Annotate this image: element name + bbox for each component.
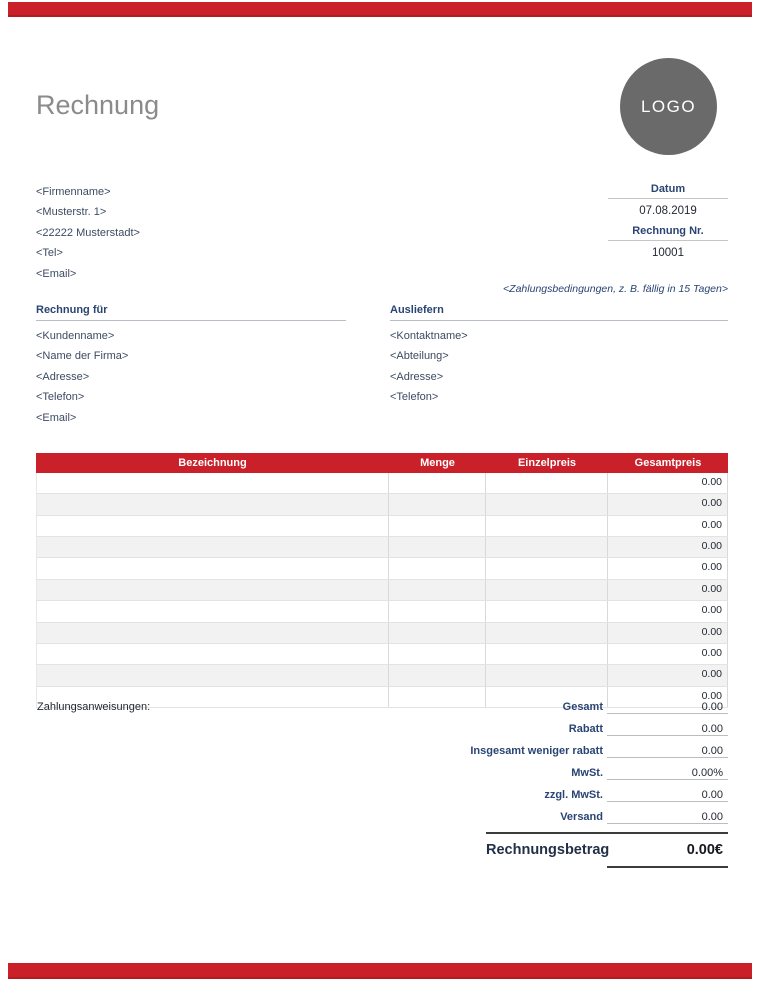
table-row <box>36 580 728 601</box>
cell-c3 <box>486 580 608 600</box>
cell-c3 <box>486 516 608 536</box>
summary-row <box>336 764 728 786</box>
summary-label-weniger-rabatt: Insgesamt weniger rabatt <box>470 745 603 757</box>
summary-label-versand: Versand <box>560 811 603 823</box>
total-underline <box>607 866 728 868</box>
cell-c2 <box>389 623 486 643</box>
cell-c1 <box>36 558 389 578</box>
summary-label-zzgl-mwst: zzgl. MwSt. <box>544 789 603 801</box>
cell-c2 <box>389 516 486 536</box>
table-row <box>36 494 728 515</box>
cell-c2 <box>389 601 486 621</box>
ship-to-phone: <Telefon> <box>390 391 439 404</box>
date-label: Datum <box>608 183 728 199</box>
invoice-number-value: 10001 <box>652 247 684 259</box>
cell-c4: 0.00 <box>608 623 728 643</box>
ship-to-contact-name: <Kontaktname> <box>390 330 468 342</box>
table-row <box>36 644 728 665</box>
company-phone: <Tel> <box>36 247 63 260</box>
table-row <box>36 537 728 558</box>
summary-value-weniger-rabatt: 0.00 <box>607 742 728 758</box>
cell-c4: 0.00 <box>608 473 728 493</box>
cell-c1 <box>36 494 389 514</box>
cell-c2 <box>389 644 486 664</box>
invoice-total-value: 0.00€ <box>686 842 723 858</box>
summary-row <box>336 786 728 808</box>
column-header-gesamtpreis: Gesamtpreis <box>634 457 702 469</box>
cell-c4: 0.00 <box>608 516 728 536</box>
cell-c3 <box>486 623 608 643</box>
column-header-menge: Menge <box>420 457 455 469</box>
cell-c2 <box>389 537 486 557</box>
summary-label-rabatt: Rabatt <box>568 723 603 735</box>
company-city: <22222 Musterstadt> <box>36 226 140 239</box>
cell-c2 <box>389 473 486 493</box>
bill-to-email: <Email> <box>36 411 77 424</box>
cell-c1 <box>36 665 389 685</box>
table-row <box>36 516 728 537</box>
invoice-meta-block <box>608 183 728 267</box>
cell-c2 <box>389 580 486 600</box>
table-row <box>36 623 728 644</box>
summary-row <box>336 808 728 830</box>
payment-instructions-label: Zahlungsanweisungen: <box>37 701 151 713</box>
logo-placeholder <box>620 58 717 155</box>
logo-text: LOGO <box>640 96 697 116</box>
date-value: 07.08.2019 <box>639 205 697 217</box>
cell-c4: 0.00 <box>608 494 728 514</box>
summary-label-mwst: MwSt. <box>571 767 603 779</box>
summary-value-rabatt: 0.00 <box>607 720 728 736</box>
cell-c4: 0.00 <box>608 537 728 557</box>
summary-value-zzgl-mwst: 0.00 <box>607 786 728 802</box>
company-name: <Firmenname> <box>36 186 111 198</box>
cell-c4: 0.00 <box>608 644 728 664</box>
summary-value-gesamt: 0.00 <box>607 698 728 714</box>
bill-to-company-name: <Name der Firma> <box>36 350 129 363</box>
cell-c4: 0.00 <box>608 665 728 685</box>
cell-c4: 0.00 <box>608 687 728 707</box>
column-header-bezeichnung: Bezeichnung <box>178 457 247 469</box>
summary-value-mwst: 0.00% <box>607 764 728 780</box>
cell-c2 <box>389 494 486 514</box>
cell-c3 <box>486 537 608 557</box>
ship-to-department: <Abteilung> <box>390 350 449 363</box>
cell-c1 <box>36 623 389 643</box>
cell-c1 <box>36 601 389 621</box>
table-row <box>36 665 728 686</box>
cell-c3 <box>486 558 608 578</box>
top-accent-bar <box>8 2 752 17</box>
invoice-total-label: Rechnungsbetrag <box>486 842 610 858</box>
table-header-row <box>36 453 728 473</box>
payment-terms-note: <Zahlungsbedingungen, z. B. fällig in 15 Tagen> <box>503 283 728 295</box>
table-row <box>36 558 728 579</box>
cell-c4: 0.00 <box>608 580 728 600</box>
summary-row <box>336 720 728 742</box>
table-row <box>36 601 728 622</box>
line-items-table <box>36 453 728 708</box>
ship-to-address: <Adresse> <box>390 370 444 383</box>
summary-block <box>336 698 728 830</box>
company-street: <Musterstr. 1> <box>36 206 107 219</box>
cell-c1 <box>36 580 389 600</box>
cell-c1 <box>36 644 389 664</box>
cell-c1 <box>36 473 389 493</box>
bottom-accent-bar <box>8 963 752 979</box>
summary-row <box>336 698 728 720</box>
cell-c3 <box>486 494 608 514</box>
company-email: <Email> <box>36 267 77 280</box>
cell-c2 <box>389 665 486 685</box>
bill-to-address: <Adresse> <box>36 370 90 383</box>
invoice-total-row <box>486 832 728 858</box>
summary-row <box>336 742 728 764</box>
bill-to-header: Rechnung für <box>36 304 346 321</box>
invoice-number-label: Rechnung Nr. <box>608 225 728 241</box>
ship-to-header: Ausliefern <box>390 304 728 321</box>
page-title: Rechnung <box>36 90 160 120</box>
table-row <box>36 473 728 494</box>
summary-label-gesamt: Gesamt <box>562 701 603 713</box>
cell-c3 <box>486 601 608 621</box>
summary-value-versand: 0.00 <box>607 808 728 824</box>
cell-c1 <box>36 516 389 536</box>
cell-c3 <box>486 644 608 664</box>
cell-c4: 0.00 <box>608 558 728 578</box>
bill-to-phone: <Telefon> <box>36 391 85 404</box>
table-body <box>36 473 728 708</box>
bill-to-customer-name: <Kundenname> <box>36 330 115 342</box>
cell-c1 <box>36 537 389 557</box>
cell-c3 <box>486 473 608 493</box>
cell-c3 <box>486 665 608 685</box>
bill-to-section <box>36 304 346 428</box>
cell-c2 <box>389 558 486 578</box>
ship-to-section <box>390 304 728 408</box>
column-header-einzelpreis: Einzelpreis <box>517 457 577 469</box>
company-address-block <box>36 182 140 284</box>
cell-c4: 0.00 <box>608 601 728 621</box>
